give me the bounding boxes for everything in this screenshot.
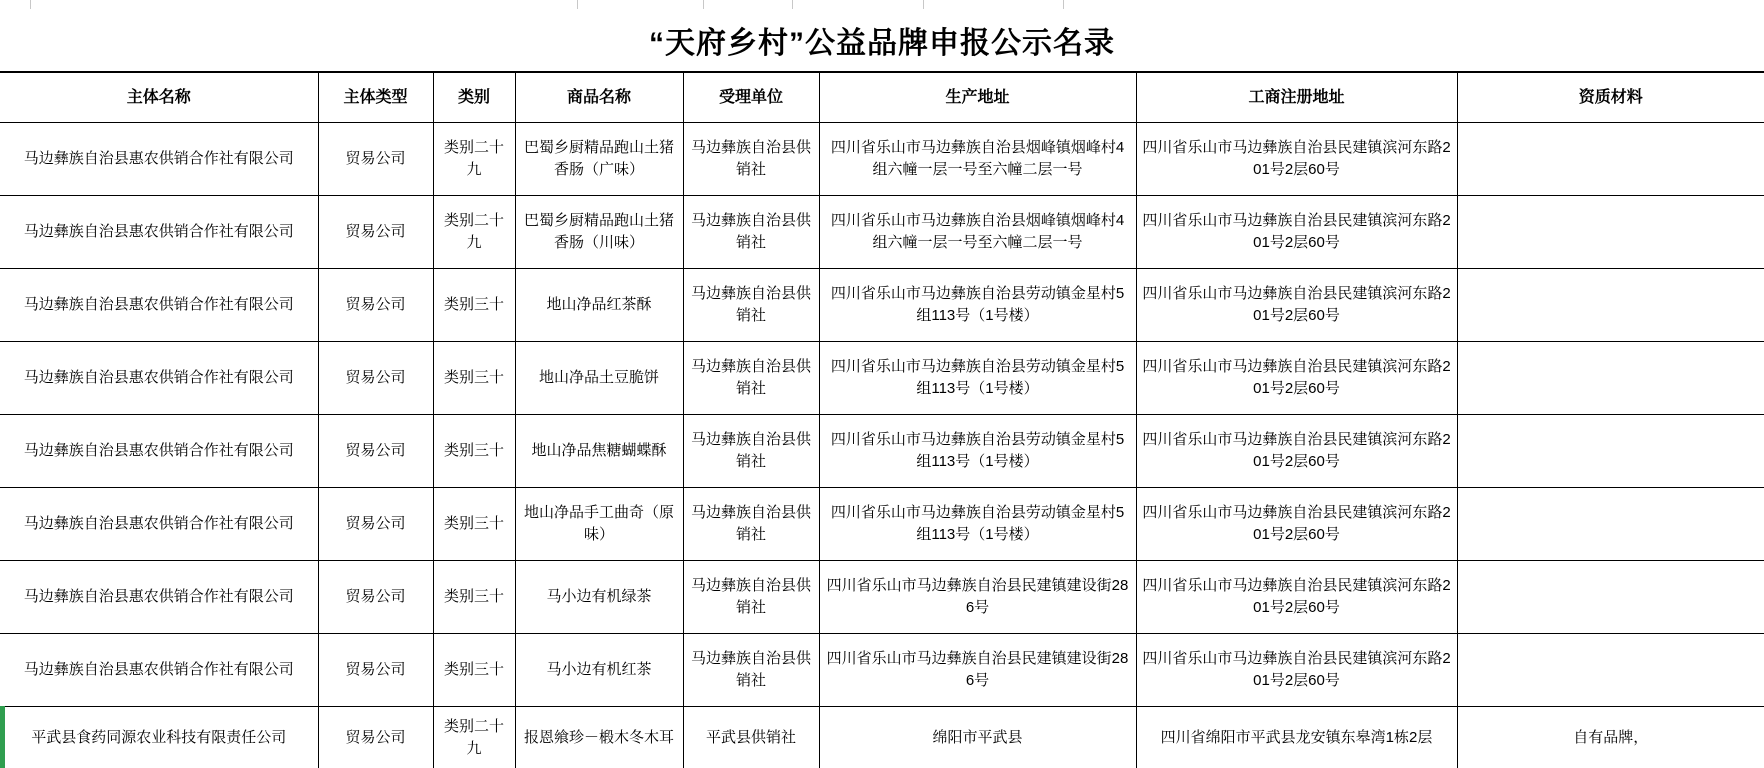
title-block [0,9,1764,71]
cell-accepting-unit: 平武县供销社 [683,706,819,768]
cell-accepting-unit: 马边彝族自治县供销社 [683,414,819,487]
table-row [0,341,1764,414]
cell-category: 类别二十九 [433,706,515,768]
cell-subject-type: 贸易公司 [318,487,433,560]
gridline-tick [1063,0,1064,9]
cell-product-name: 报恩飨珍－椴木冬木耳 [515,706,683,768]
cell-subject-type: 贸易公司 [318,268,433,341]
cell-qualification [1457,633,1764,706]
cell-product-name: 巴蜀乡厨精品跑山土猪香肠（川味） [515,195,683,268]
column-header-registered-address: 工商注册地址 [1136,72,1457,122]
notice-table [0,71,1764,768]
cell-registered-address: 四川省乐山市马边彝族自治县民建镇滨河东路201号2层60号 [1136,268,1457,341]
cell-qualification [1457,122,1764,195]
cell-qualification [1457,487,1764,560]
cell-subject-type: 贸易公司 [318,706,433,768]
cell-production-address: 四川省乐山市马边彝族自治县劳动镇金星村5组113号（1号楼） [819,414,1136,487]
gridline-tick [703,0,704,9]
column-header-category: 类别 [433,72,515,122]
gridline-tick [577,0,578,9]
cell-subject-type: 贸易公司 [318,195,433,268]
table-row [0,414,1764,487]
cell-registered-address: 四川省乐山市马边彝族自治县民建镇滨河东路201号2层60号 [1136,341,1457,414]
cell-production-address: 四川省乐山市马边彝族自治县劳动镇金星村5组113号（1号楼） [819,268,1136,341]
cell-subject-name: 马边彝族自治县惠农供销合作社有限公司 [0,268,318,341]
cell-product-name: 马小边有机绿茶 [515,560,683,633]
cell-production-address: 四川省乐山市马边彝族自治县烟峰镇烟峰村4组六幢一层一号至六幢二层一号 [819,122,1136,195]
cell-product-name: 马小边有机红茶 [515,633,683,706]
cell-accepting-unit: 马边彝族自治县供销社 [683,560,819,633]
table-row [0,268,1764,341]
cell-qualification [1457,341,1764,414]
cell-subject-type: 贸易公司 [318,633,433,706]
table-row [0,633,1764,706]
cell-registered-address: 四川省绵阳市平武县龙安镇东皋湾1栋2层 [1136,706,1457,768]
cell-accepting-unit: 马边彝族自治县供销社 [683,268,819,341]
cell-subject-name: 马边彝族自治县惠农供销合作社有限公司 [0,195,318,268]
cell-subject-type: 贸易公司 [318,414,433,487]
cell-subject-name: 马边彝族自治县惠农供销合作社有限公司 [0,633,318,706]
cell-production-address: 四川省乐山市马边彝族自治县民建镇建设街286号 [819,633,1136,706]
cell-accepting-unit: 马边彝族自治县供销社 [683,195,819,268]
cell-accepting-unit: 马边彝族自治县供销社 [683,633,819,706]
cell-category: 类别二十九 [433,122,515,195]
column-header-qualification: 资质材料 [1457,72,1764,122]
cell-subject-name: 平武县食药同源农业科技有限责任公司 [0,706,318,768]
page-title: “天府乡村”公益品牌申报公示名录 [649,27,1115,60]
cell-accepting-unit: 马边彝族自治县供销社 [683,487,819,560]
cell-subject-type: 贸易公司 [318,341,433,414]
cell-qualification [1457,560,1764,633]
cell-category: 类别三十 [433,414,515,487]
header-row [0,72,1764,122]
cell-production-address: 四川省乐山市马边彝族自治县烟峰镇烟峰村4组六幢一层一号至六幢二层一号 [819,195,1136,268]
cell-product-name: 地山净品红茶酥 [515,268,683,341]
cell-production-address: 四川省乐山市马边彝族自治县劳动镇金星村5组113号（1号楼） [819,487,1136,560]
cell-product-name: 地山净品土豆脆饼 [515,341,683,414]
cell-registered-address: 四川省乐山市马边彝族自治县民建镇滨河东路201号2层60号 [1136,414,1457,487]
cell-category: 类别三十 [433,487,515,560]
cell-qualification: 自有品牌， [1457,706,1764,768]
cell-subject-name: 马边彝族自治县惠农供销合作社有限公司 [0,560,318,633]
cell-subject-name: 马边彝族自治县惠农供销合作社有限公司 [0,341,318,414]
cell-accepting-unit: 马边彝族自治县供销社 [683,122,819,195]
cell-production-address: 绵阳市平武县 [819,706,1136,768]
cell-category: 类别三十 [433,560,515,633]
top-gridline-strip [0,0,1764,9]
column-header-production-address: 生产地址 [819,72,1136,122]
cell-registered-address: 四川省乐山市马边彝族自治县民建镇滨河东路201号2层60号 [1136,122,1457,195]
cell-production-address: 四川省乐山市马边彝族自治县劳动镇金星村5组113号（1号楼） [819,341,1136,414]
cell-qualification [1457,414,1764,487]
table-row [0,122,1764,195]
cell-subject-type: 贸易公司 [318,560,433,633]
cell-product-name: 地山净品焦糖蝴蝶酥 [515,414,683,487]
table-row [0,706,1764,768]
cell-production-address: 四川省乐山市马边彝族自治县民建镇建设街286号 [819,560,1136,633]
cell-accepting-unit: 马边彝族自治县供销社 [683,341,819,414]
cell-subject-name: 马边彝族自治县惠农供销合作社有限公司 [0,122,318,195]
cell-subject-name: 马边彝族自治县惠农供销合作社有限公司 [0,487,318,560]
cell-product-name: 地山净品手工曲奇（原味） [515,487,683,560]
column-header-subject-type: 主体类型 [318,72,433,122]
cell-qualification [1457,195,1764,268]
cell-registered-address: 四川省乐山市马边彝族自治县民建镇滨河东路201号2层60号 [1136,633,1457,706]
table-row [0,487,1764,560]
table-row [0,560,1764,633]
column-header-subject-name: 主体名称 [0,72,318,122]
gridline-tick [30,0,31,9]
cell-registered-address: 四川省乐山市马边彝族自治县民建镇滨河东路201号2层60号 [1136,487,1457,560]
cell-category: 类别三十 [433,268,515,341]
sheet-edge-highlight [0,706,5,768]
cell-category: 类别三十 [433,341,515,414]
cell-product-name: 巴蜀乡厨精品跑山土猪香肠（广味） [515,122,683,195]
cell-subject-name: 马边彝族自治县惠农供销合作社有限公司 [0,414,318,487]
table-row [0,195,1764,268]
cell-qualification [1457,268,1764,341]
column-header-accepting-unit: 受理单位 [683,72,819,122]
gridline-tick [792,0,793,9]
gridline-tick [923,0,924,9]
cell-category: 类别三十 [433,633,515,706]
cell-registered-address: 四川省乐山市马边彝族自治县民建镇滨河东路201号2层60号 [1136,195,1457,268]
cell-category: 类别二十九 [433,195,515,268]
cell-registered-address: 四川省乐山市马边彝族自治县民建镇滨河东路201号2层60号 [1136,560,1457,633]
cell-subject-type: 贸易公司 [318,122,433,195]
column-header-product-name: 商品名称 [515,72,683,122]
